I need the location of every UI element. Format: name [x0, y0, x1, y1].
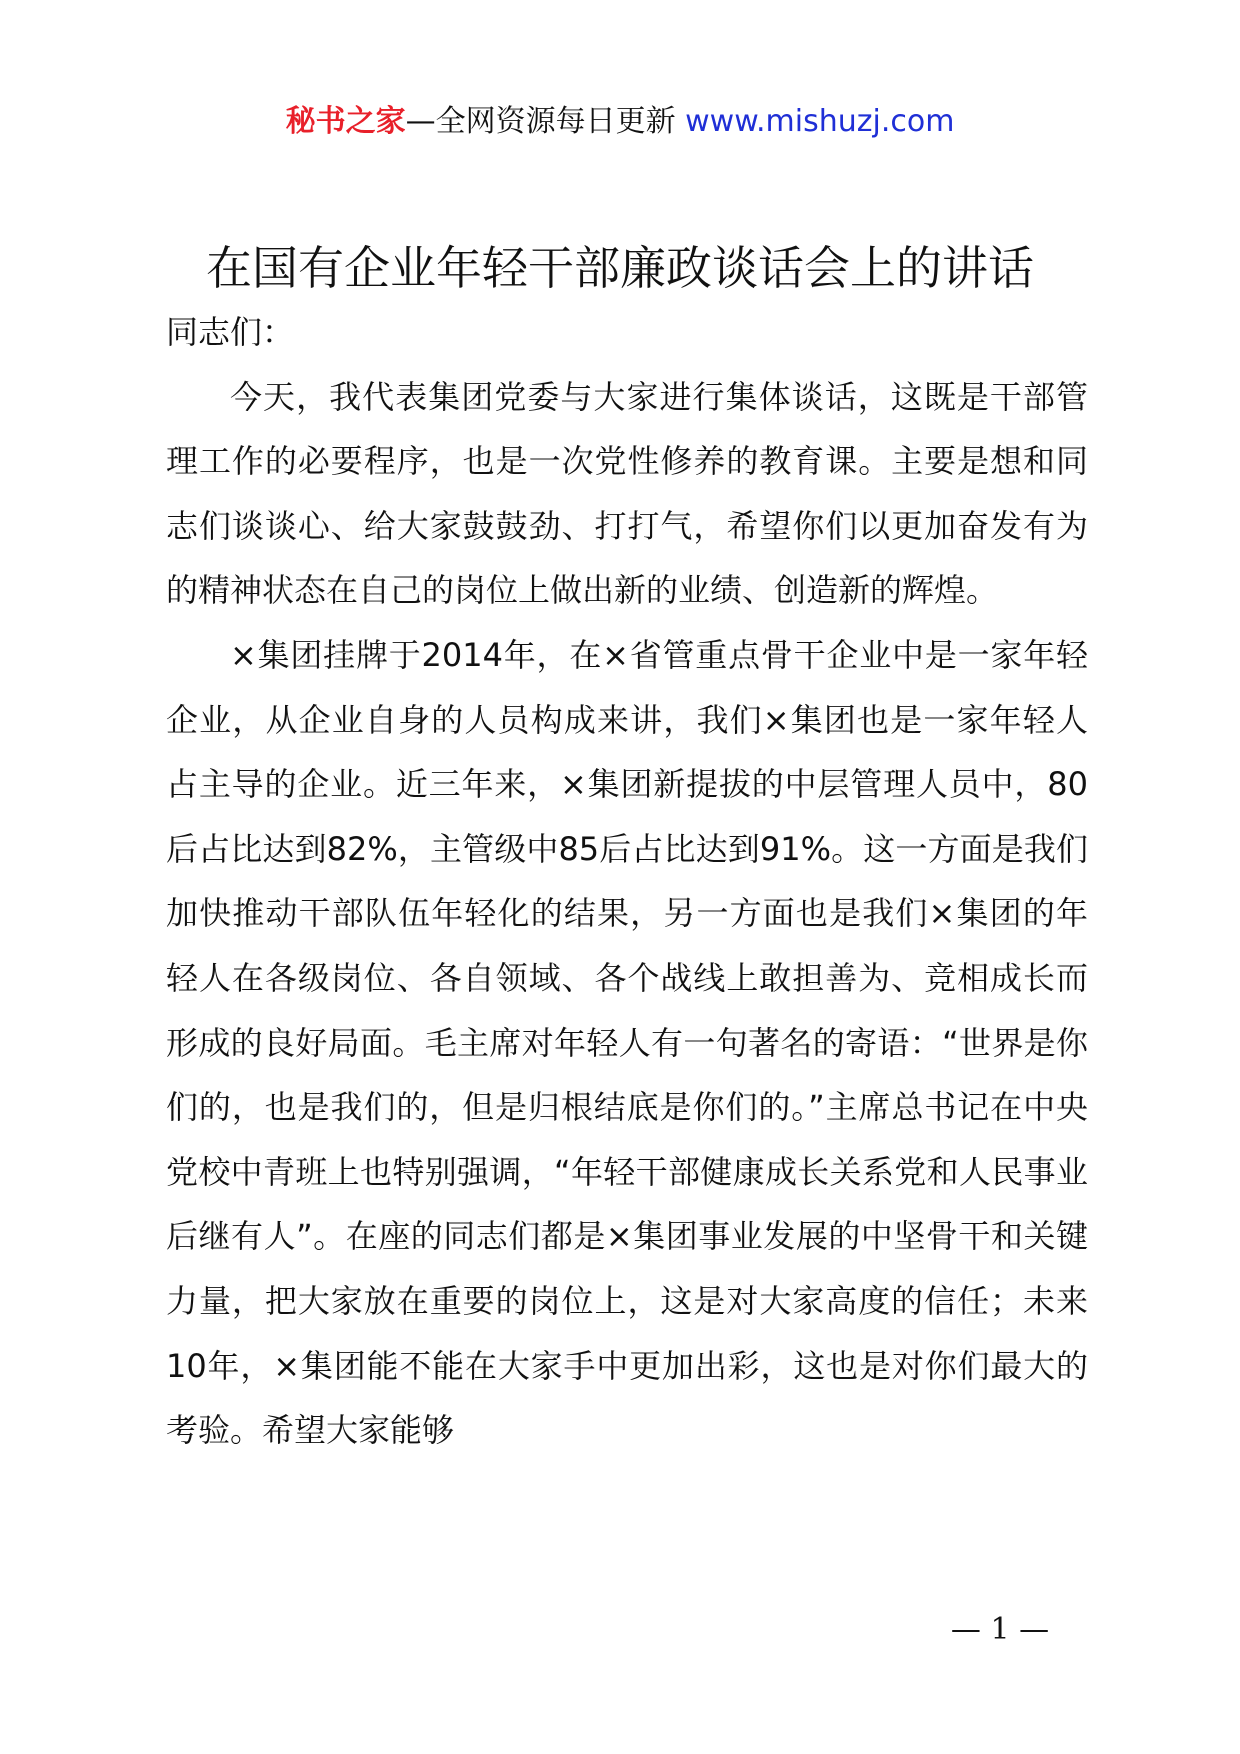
document-body	[166, 300, 1088, 1463]
paragraph-1: 今天，我代表集团党委与大家进行集体谈话，这既是干部管理工作的必要程序，也是一次党性修养的教育课。主要是想和同志们谈谈心、给大家鼓鼓劲、打打气，希望你们以更加奋发有为的精神状态在自己的岗位上做出新的业绩、创造新的辉煌。	[166, 377, 1088, 610]
brand-name: 秘书之家	[285, 104, 406, 139]
header-banner	[0, 100, 1240, 144]
page-number: — 1 —	[950, 1612, 1050, 1647]
banner-url-link[interactable]: www.mishuzj.com	[685, 104, 955, 139]
document-title: 在国有企业年轻干部廉政谈话会上的讲话	[206, 241, 1034, 295]
salutation: 同志们：	[166, 313, 295, 351]
banner-tagline: —全网资源每日更新	[405, 104, 676, 139]
paragraph-2: ×集团挂牌于2014年，在×省管重点骨干企业中是一家年轻企业，从企业自身的人员构成来讲，我们×集团也是一家年轻人占主导的企业。近三年来，×集团新提拔的中层管理人员中，80后占比达到82%，主管级中85后占比达到91%。这一方面是我们加快推动干部队伍年轻化的结果，另一方面也是我们×集团的年轻人在各级岗位、各自领域、各个战线上敢担善为、竞相成长而形成的良好局面。毛主席对年轻人有一句著名的寄语：“世界是你们的，也是我们的，但是归根结底是你们的。”主席总书记在中央党校中青班上也特别强调，“年轻干部健康成长关系党和人民事业后继有人”。在座的同志们都是×集团事业发展的中坚骨干和关键力量，把大家放在重要的岗位上，这是对大家高度的信任；未来10年，×集团能不能在大家手中更加出彩，这也是对你们最大的考验。希望大家能够	[166, 635, 1088, 1450]
